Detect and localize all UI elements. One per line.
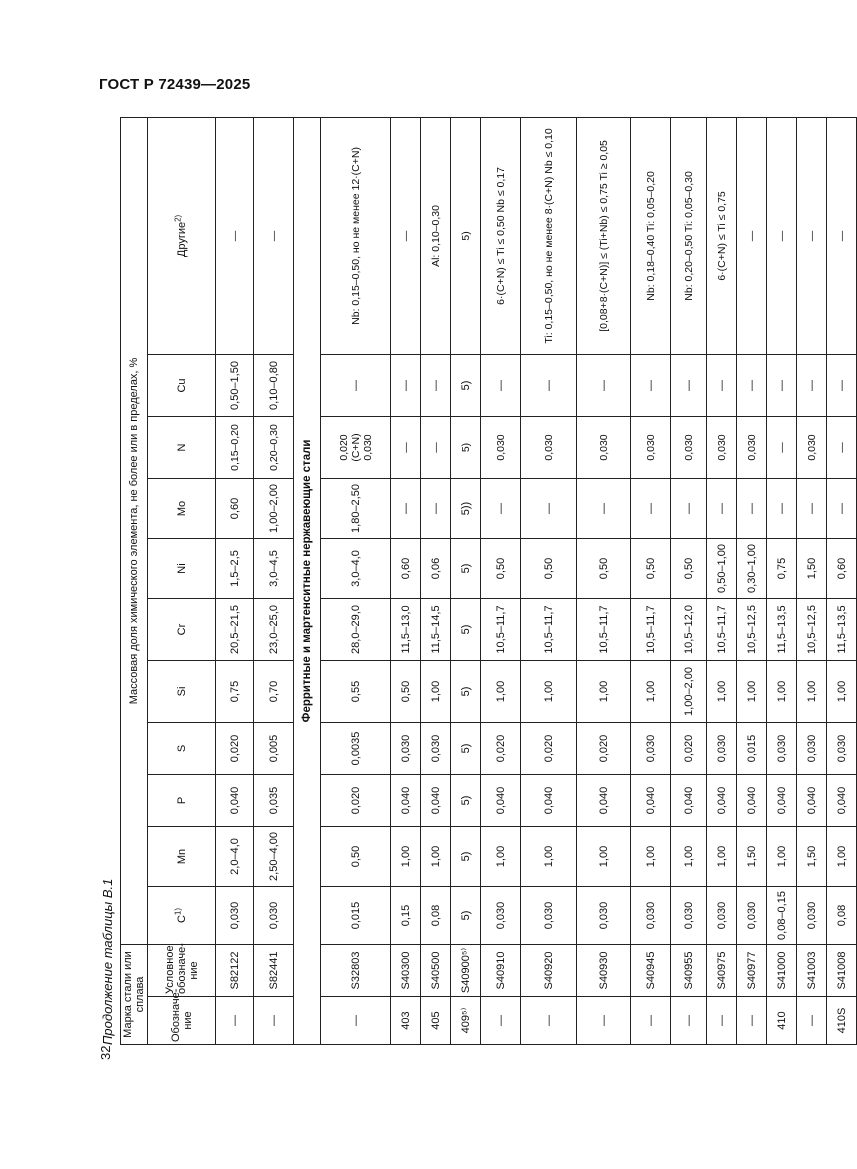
cell-o: Nb: 0,15–0,50, но не менее 12·(C+N) [321, 117, 391, 354]
cell-cu: — [577, 355, 631, 417]
cell-n: 0,030 [481, 417, 521, 479]
cell-mo: — [737, 479, 767, 539]
cell-p: 0,040 [216, 775, 254, 827]
cell-s: 0,005 [254, 723, 294, 775]
cell-cr: 23,0–25,0 [254, 599, 294, 661]
cell-u: S40500 [421, 945, 451, 997]
cell-d: 409⁵⁾ [451, 997, 481, 1045]
col-other [148, 117, 216, 354]
cell-n: 0,030 [737, 417, 767, 479]
cell-u: S40900⁵⁾ [451, 945, 481, 997]
cell-cr: 10,5–12,0 [671, 599, 707, 661]
cell-d: — [481, 997, 521, 1045]
cell-cr: 10,5–11,7 [707, 599, 737, 661]
mass-group-header: Массовая доля химического элемента, не более или в пределах, % [121, 117, 148, 944]
table-body-top [216, 117, 294, 1044]
col-other-note: 2) [172, 214, 182, 222]
cell-o: 6·(C+N) ≤ Ti ≤ 0,75 [707, 117, 737, 354]
cell-mn: 1,00 [631, 827, 671, 887]
cell-ni: 0,50 [577, 539, 631, 599]
col-c [148, 887, 216, 945]
cell-p: 0,040 [671, 775, 707, 827]
cell-ni: 0,06 [421, 539, 451, 599]
cell-o: — [737, 117, 767, 354]
cell-ni: 3,0–4,0 [321, 539, 391, 599]
cell-mn: 1,00 [671, 827, 707, 887]
cell-mn: 1,00 [577, 827, 631, 887]
document-title: ГОСТ Р 72439—2025 [99, 76, 251, 93]
cell-ni: 0,30–1,00 [737, 539, 767, 599]
cell-o: 6·(C+N) ≤ Ti ≤ 0,50 Nb ≤ 0,17 [481, 117, 521, 354]
cell-u: S82122 [216, 945, 254, 997]
cell-p: 0,040 [631, 775, 671, 827]
cell-c: 5) [451, 887, 481, 945]
cell-cr: 28,0–29,0 [321, 599, 391, 661]
cell-si: 1,00 [577, 661, 631, 723]
table-row [631, 117, 671, 1044]
cell-c: 0,030 [254, 887, 294, 945]
cell-p: 0,040 [707, 775, 737, 827]
cell-mo: 0,60 [216, 479, 254, 539]
table-row [391, 117, 421, 1044]
cell-c: 0,030 [631, 887, 671, 945]
table-row [521, 117, 577, 1044]
cell-mn: 1,00 [481, 827, 521, 887]
cell-s: 0,030 [631, 723, 671, 775]
cell-ni: 0,50 [671, 539, 707, 599]
cell-si: 1,00–2,00 [671, 661, 707, 723]
cell-p: 0,040 [797, 775, 827, 827]
cell-u: S41003 [797, 945, 827, 997]
cell-cu: — [707, 355, 737, 417]
cell-cr: 10,5–11,7 [521, 599, 577, 661]
cell-n: — [391, 417, 421, 479]
col-p: P [148, 775, 216, 827]
cell-c: 0,030 [797, 887, 827, 945]
cell-u: S40930 [577, 945, 631, 997]
cell-mn: 1,00 [827, 827, 857, 887]
cell-mo: — [481, 479, 521, 539]
table-row [767, 117, 797, 1044]
cell-s: 0,030 [391, 723, 421, 775]
cell-n: 0,030 [797, 417, 827, 479]
cell-mo: — [707, 479, 737, 539]
cell-ni: 0,75 [767, 539, 797, 599]
cell-u: S40300 [391, 945, 421, 997]
cell-o: 5) [451, 117, 481, 354]
section-body [294, 117, 321, 1044]
cell-o: Al: 0,10–0,30 [421, 117, 451, 354]
col-s: S [148, 723, 216, 775]
col-cr: Cr [148, 599, 216, 661]
cell-ni: 0,50 [521, 539, 577, 599]
col-c-label: C [175, 915, 188, 924]
cell-ni: 0,50–1,00 [707, 539, 737, 599]
cell-ni: 0,60 [391, 539, 421, 599]
cell-d: — [631, 997, 671, 1045]
cell-s: 0,015 [737, 723, 767, 775]
cell-d: — [321, 997, 391, 1045]
cell-cu: — [521, 355, 577, 417]
cell-o: — [254, 117, 294, 354]
section-title: Ферритные и мартенситные нержавеющие стали [294, 117, 321, 1044]
cell-p: 0,040 [521, 775, 577, 827]
cell-si: 0,50 [391, 661, 421, 723]
cell-p: 0,040 [767, 775, 797, 827]
table-row [254, 117, 294, 1044]
cell-d: 403 [391, 997, 421, 1045]
cell-p: 0,040 [421, 775, 451, 827]
cell-cr: 10,5–11,7 [631, 599, 671, 661]
cell-n: 0,030 [671, 417, 707, 479]
col-si: Si [148, 661, 216, 723]
cell-d: — [254, 997, 294, 1045]
rotated-table-container [120, 118, 848, 1045]
cell-c: 0,030 [707, 887, 737, 945]
cell-s: 0,0035 [321, 723, 391, 775]
cell-cr: 10,5–12,5 [737, 599, 767, 661]
cell-d: — [707, 997, 737, 1045]
cell-si: 1,00 [631, 661, 671, 723]
cell-u: S32803 [321, 945, 391, 997]
table-row [827, 117, 857, 1044]
cell-si: 1,00 [481, 661, 521, 723]
cell-d: 410S [827, 997, 857, 1045]
cell-n: — [767, 417, 797, 479]
table-row [321, 117, 391, 1044]
cell-c: 0,030 [671, 887, 707, 945]
cell-d: 405 [421, 997, 451, 1045]
cell-ni: 1,5–2,5 [216, 539, 254, 599]
cell-si: 1,00 [707, 661, 737, 723]
cell-n: — [421, 417, 451, 479]
cell-o: — [216, 117, 254, 354]
cell-n: 0,030 [631, 417, 671, 479]
cell-o: Ti: 0,15–0,50, но не менее 8·(C+N) Nb ≤ 0,10 [521, 117, 577, 354]
col-mn: Mn [148, 827, 216, 887]
col-mo: Mo [148, 479, 216, 539]
cell-c: 0,030 [481, 887, 521, 945]
table-row [577, 117, 631, 1044]
cell-cr: 10,5–11,7 [577, 599, 631, 661]
cell-mo: — [767, 479, 797, 539]
col-c-note: 1) [172, 907, 182, 916]
cell-ni: 0,50 [631, 539, 671, 599]
cell-mn: 1,00 [521, 827, 577, 887]
cell-ni: 5) [451, 539, 481, 599]
cell-ni: 1,50 [797, 539, 827, 599]
col-conventional: Условное обозначе-ние [148, 945, 216, 997]
table-body-main [321, 117, 857, 1044]
cell-s: 0,030 [797, 723, 827, 775]
cell-s: 0,020 [481, 723, 521, 775]
table-row [481, 117, 521, 1044]
cell-mo: — [391, 479, 421, 539]
cell-o: — [391, 117, 421, 354]
composition-table [120, 117, 857, 1045]
cell-s: 5) [451, 723, 481, 775]
cell-p: 0,040 [737, 775, 767, 827]
cell-mn: 5) [451, 827, 481, 887]
grade-group-header: Марка стали или сплава [121, 945, 148, 1045]
cell-si: 0,70 [254, 661, 294, 723]
cell-u: S41000 [767, 945, 797, 997]
cell-c: 0,030 [737, 887, 767, 945]
table-row [737, 117, 767, 1044]
cell-cu: — [421, 355, 451, 417]
cell-o: [0,08+8·(C+N)] ≤ (Ti+Nb) ≤ 0,75 Ti ≥ 0,05 [577, 117, 631, 354]
cell-mo: — [631, 479, 671, 539]
cell-ni: 3,0–4,5 [254, 539, 294, 599]
cell-mn: 2,0–4,0 [216, 827, 254, 887]
cell-mo: — [797, 479, 827, 539]
cell-u: S40920 [521, 945, 577, 997]
cell-cr: 11,5–13,0 [391, 599, 421, 661]
cell-u: S82441 [254, 945, 294, 997]
cell-mo: — [827, 479, 857, 539]
cell-s: 0,030 [827, 723, 857, 775]
cell-d: — [521, 997, 577, 1045]
cell-u: S40975 [707, 945, 737, 997]
cell-c: 0,08–0,15 [767, 887, 797, 945]
cell-cr: 20,5–21,5 [216, 599, 254, 661]
cell-si: 1,00 [827, 661, 857, 723]
cell-s: 0,030 [707, 723, 737, 775]
cell-s: 0,020 [216, 723, 254, 775]
cell-cu: — [391, 355, 421, 417]
cell-c: 0,030 [216, 887, 254, 945]
cell-mn: 1,00 [391, 827, 421, 887]
cell-p: 0,040 [827, 775, 857, 827]
table-row [216, 117, 254, 1044]
cell-o: Nb: 0,18–0,40 Ti: 0,05–0,20 [631, 117, 671, 354]
table-row [421, 117, 451, 1044]
cell-u: S40945 [631, 945, 671, 997]
cell-mn: 0,50 [321, 827, 391, 887]
cell-cu: — [767, 355, 797, 417]
cell-o: — [797, 117, 827, 354]
cell-cr: 11,5–13,5 [827, 599, 857, 661]
cell-n: 0,030 [577, 417, 631, 479]
cell-u: S40955 [671, 945, 707, 997]
cell-u: S41008 [827, 945, 857, 997]
cell-d: — [797, 997, 827, 1045]
cell-si: 1,00 [521, 661, 577, 723]
cell-mo: 5)) [451, 479, 481, 539]
cell-cu: 0,10–0,80 [254, 355, 294, 417]
cell-cu: — [671, 355, 707, 417]
cell-cu: — [321, 355, 391, 417]
cell-n: 5) [451, 417, 481, 479]
cell-n: 0,030 [707, 417, 737, 479]
cell-mn: 1,00 [421, 827, 451, 887]
cell-d: — [577, 997, 631, 1045]
cell-mn: 1,50 [737, 827, 767, 887]
col-cu: Cu [148, 355, 216, 417]
cell-cu: — [797, 355, 827, 417]
cell-si: 1,00 [421, 661, 451, 723]
cell-o: — [767, 117, 797, 354]
cell-cu: — [481, 355, 521, 417]
cell-cr: 5) [451, 599, 481, 661]
table-caption: Продолжение таблицы В.1 [100, 878, 115, 1045]
cell-si: 1,00 [797, 661, 827, 723]
table-row [707, 117, 737, 1044]
cell-c: 0,08 [421, 887, 451, 945]
col-designation: Обозначе-ние [148, 997, 216, 1045]
cell-p: 5) [451, 775, 481, 827]
cell-cu: — [827, 355, 857, 417]
cell-si: 0,75 [216, 661, 254, 723]
cell-d: — [737, 997, 767, 1045]
cell-c: 0,030 [521, 887, 577, 945]
page-number: 32 [98, 1045, 113, 1060]
cell-u: S40910 [481, 945, 521, 997]
cell-mo: — [521, 479, 577, 539]
cell-si: 1,00 [767, 661, 797, 723]
cell-o: Nb: 0,20–0,50 Ti: 0,05–0,30 [671, 117, 707, 354]
cell-n: 0,020 (C+N) 0,030 [321, 417, 391, 479]
cell-n: 0,20–0,30 [254, 417, 294, 479]
cell-cr: 10,5–12,5 [797, 599, 827, 661]
cell-si: 1,00 [737, 661, 767, 723]
cell-cr: 11,5–13,5 [767, 599, 797, 661]
col-other-label: Другие [175, 221, 188, 258]
cell-s: 0,030 [421, 723, 451, 775]
cell-mn: 1,00 [707, 827, 737, 887]
cell-c: 0,08 [827, 887, 857, 945]
cell-d: — [216, 997, 254, 1045]
cell-ni: 0,60 [827, 539, 857, 599]
cell-mo: 1,80–2,50 [321, 479, 391, 539]
cell-c: 0,030 [577, 887, 631, 945]
cell-p: 0,020 [321, 775, 391, 827]
cell-mn: 2,50–4,00 [254, 827, 294, 887]
cell-s: 0,020 [577, 723, 631, 775]
table-row [671, 117, 707, 1044]
cell-p: 0,040 [577, 775, 631, 827]
cell-mo: — [421, 479, 451, 539]
cell-mo: 1,00–2,00 [254, 479, 294, 539]
cell-u: S40977 [737, 945, 767, 997]
cell-ni: 0,50 [481, 539, 521, 599]
table-row [797, 117, 827, 1044]
cell-d: 410 [767, 997, 797, 1045]
cell-s: 0,030 [767, 723, 797, 775]
cell-p: 0,040 [391, 775, 421, 827]
cell-n: — [827, 417, 857, 479]
table-row [451, 117, 481, 1044]
cell-mo: — [671, 479, 707, 539]
cell-cu: 0,50–1,50 [216, 355, 254, 417]
cell-cr: 10,5–11,7 [481, 599, 521, 661]
cell-o: — [827, 117, 857, 354]
col-n: N [148, 417, 216, 479]
cell-cu: — [631, 355, 671, 417]
cell-cr: 11,5–14,5 [421, 599, 451, 661]
cell-n: 0,15–0,20 [216, 417, 254, 479]
cell-cu: 5) [451, 355, 481, 417]
cell-si: 0,55 [321, 661, 391, 723]
cell-n: 0,030 [521, 417, 577, 479]
cell-si: 5) [451, 661, 481, 723]
cell-mn: 1,00 [767, 827, 797, 887]
cell-p: 0,040 [481, 775, 521, 827]
cell-s: 0,020 [521, 723, 577, 775]
cell-c: 0,15 [391, 887, 421, 945]
cell-d: — [671, 997, 707, 1045]
cell-p: 0,035 [254, 775, 294, 827]
cell-mn: 1,50 [797, 827, 827, 887]
cell-mo: — [577, 479, 631, 539]
cell-cu: — [737, 355, 767, 417]
col-ni: Ni [148, 539, 216, 599]
cell-s: 0,020 [671, 723, 707, 775]
cell-c: 0,015 [321, 887, 391, 945]
